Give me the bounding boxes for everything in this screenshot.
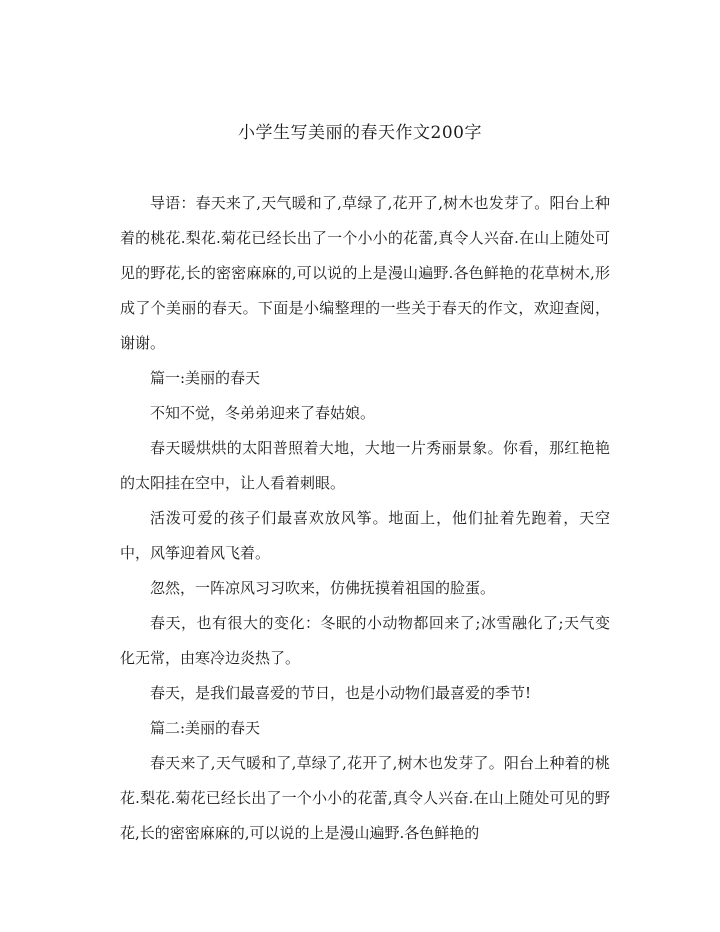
paragraph: 活泼可爱的孩子们最喜欢放风筝。地面上，他们扯着先跑着，天空中，风筝迎着风飞着。 — [120, 509, 610, 562]
section-heading-1: 篇一:美丽的春天 — [150, 369, 261, 387]
section-heading-2: 篇二:美丽的春天 — [150, 719, 261, 737]
intro-paragraph: 导语：春天来了,天气暖和了,草绿了,花开了,树木也发芽了。阳台上种着的桃花.梨花.菊花已经长出了一个小小的花蕾,真令人兴奋.在山上随处可见的野花,长的密密麻麻的,可以说的上是漫山遍野.各色鲜艳的花草树木,形成了个美丽的春天。下面是小编整理的一些关于春天的作文，欢迎查阅，谢谢。 — [120, 194, 610, 352]
paragraph: 春天，是我们最喜爱的节日，也是小动物们最喜爱的季节! — [150, 684, 532, 702]
document-title: 小学生写美丽的春天作文200字 — [238, 123, 482, 143]
document-body — [120, 186, 610, 851]
paragraph: 不知不觉，冬弟弟迎来了春姑娘。 — [150, 404, 376, 422]
paragraph: 春天，也有很大的变化：冬眠的小动物都回来了;冰雪融化了;天气变化无常，由寒冷边炎热了。 — [120, 614, 610, 667]
paragraph: 春天来了,天气暖和了,草绿了,花开了,树木也发芽了。阳台上种着的桃花.梨花.菊花已经长出了一个小小的花蕾,真令人兴奋.在山上随处可见的野花,长的密密麻麻的,可以说的上是漫山遍野.各色鲜艳的 — [120, 754, 610, 842]
paragraph: 春天暖烘烘的太阳普照着大地，大地一片秀丽景象。你看，那红艳艳的太阳挂在空中，让人看着刺眼。 — [120, 439, 610, 492]
paragraph: 忽然，一阵凉风习习吹来，仿佛抚摸着祖国的脸蛋。 — [150, 579, 496, 597]
